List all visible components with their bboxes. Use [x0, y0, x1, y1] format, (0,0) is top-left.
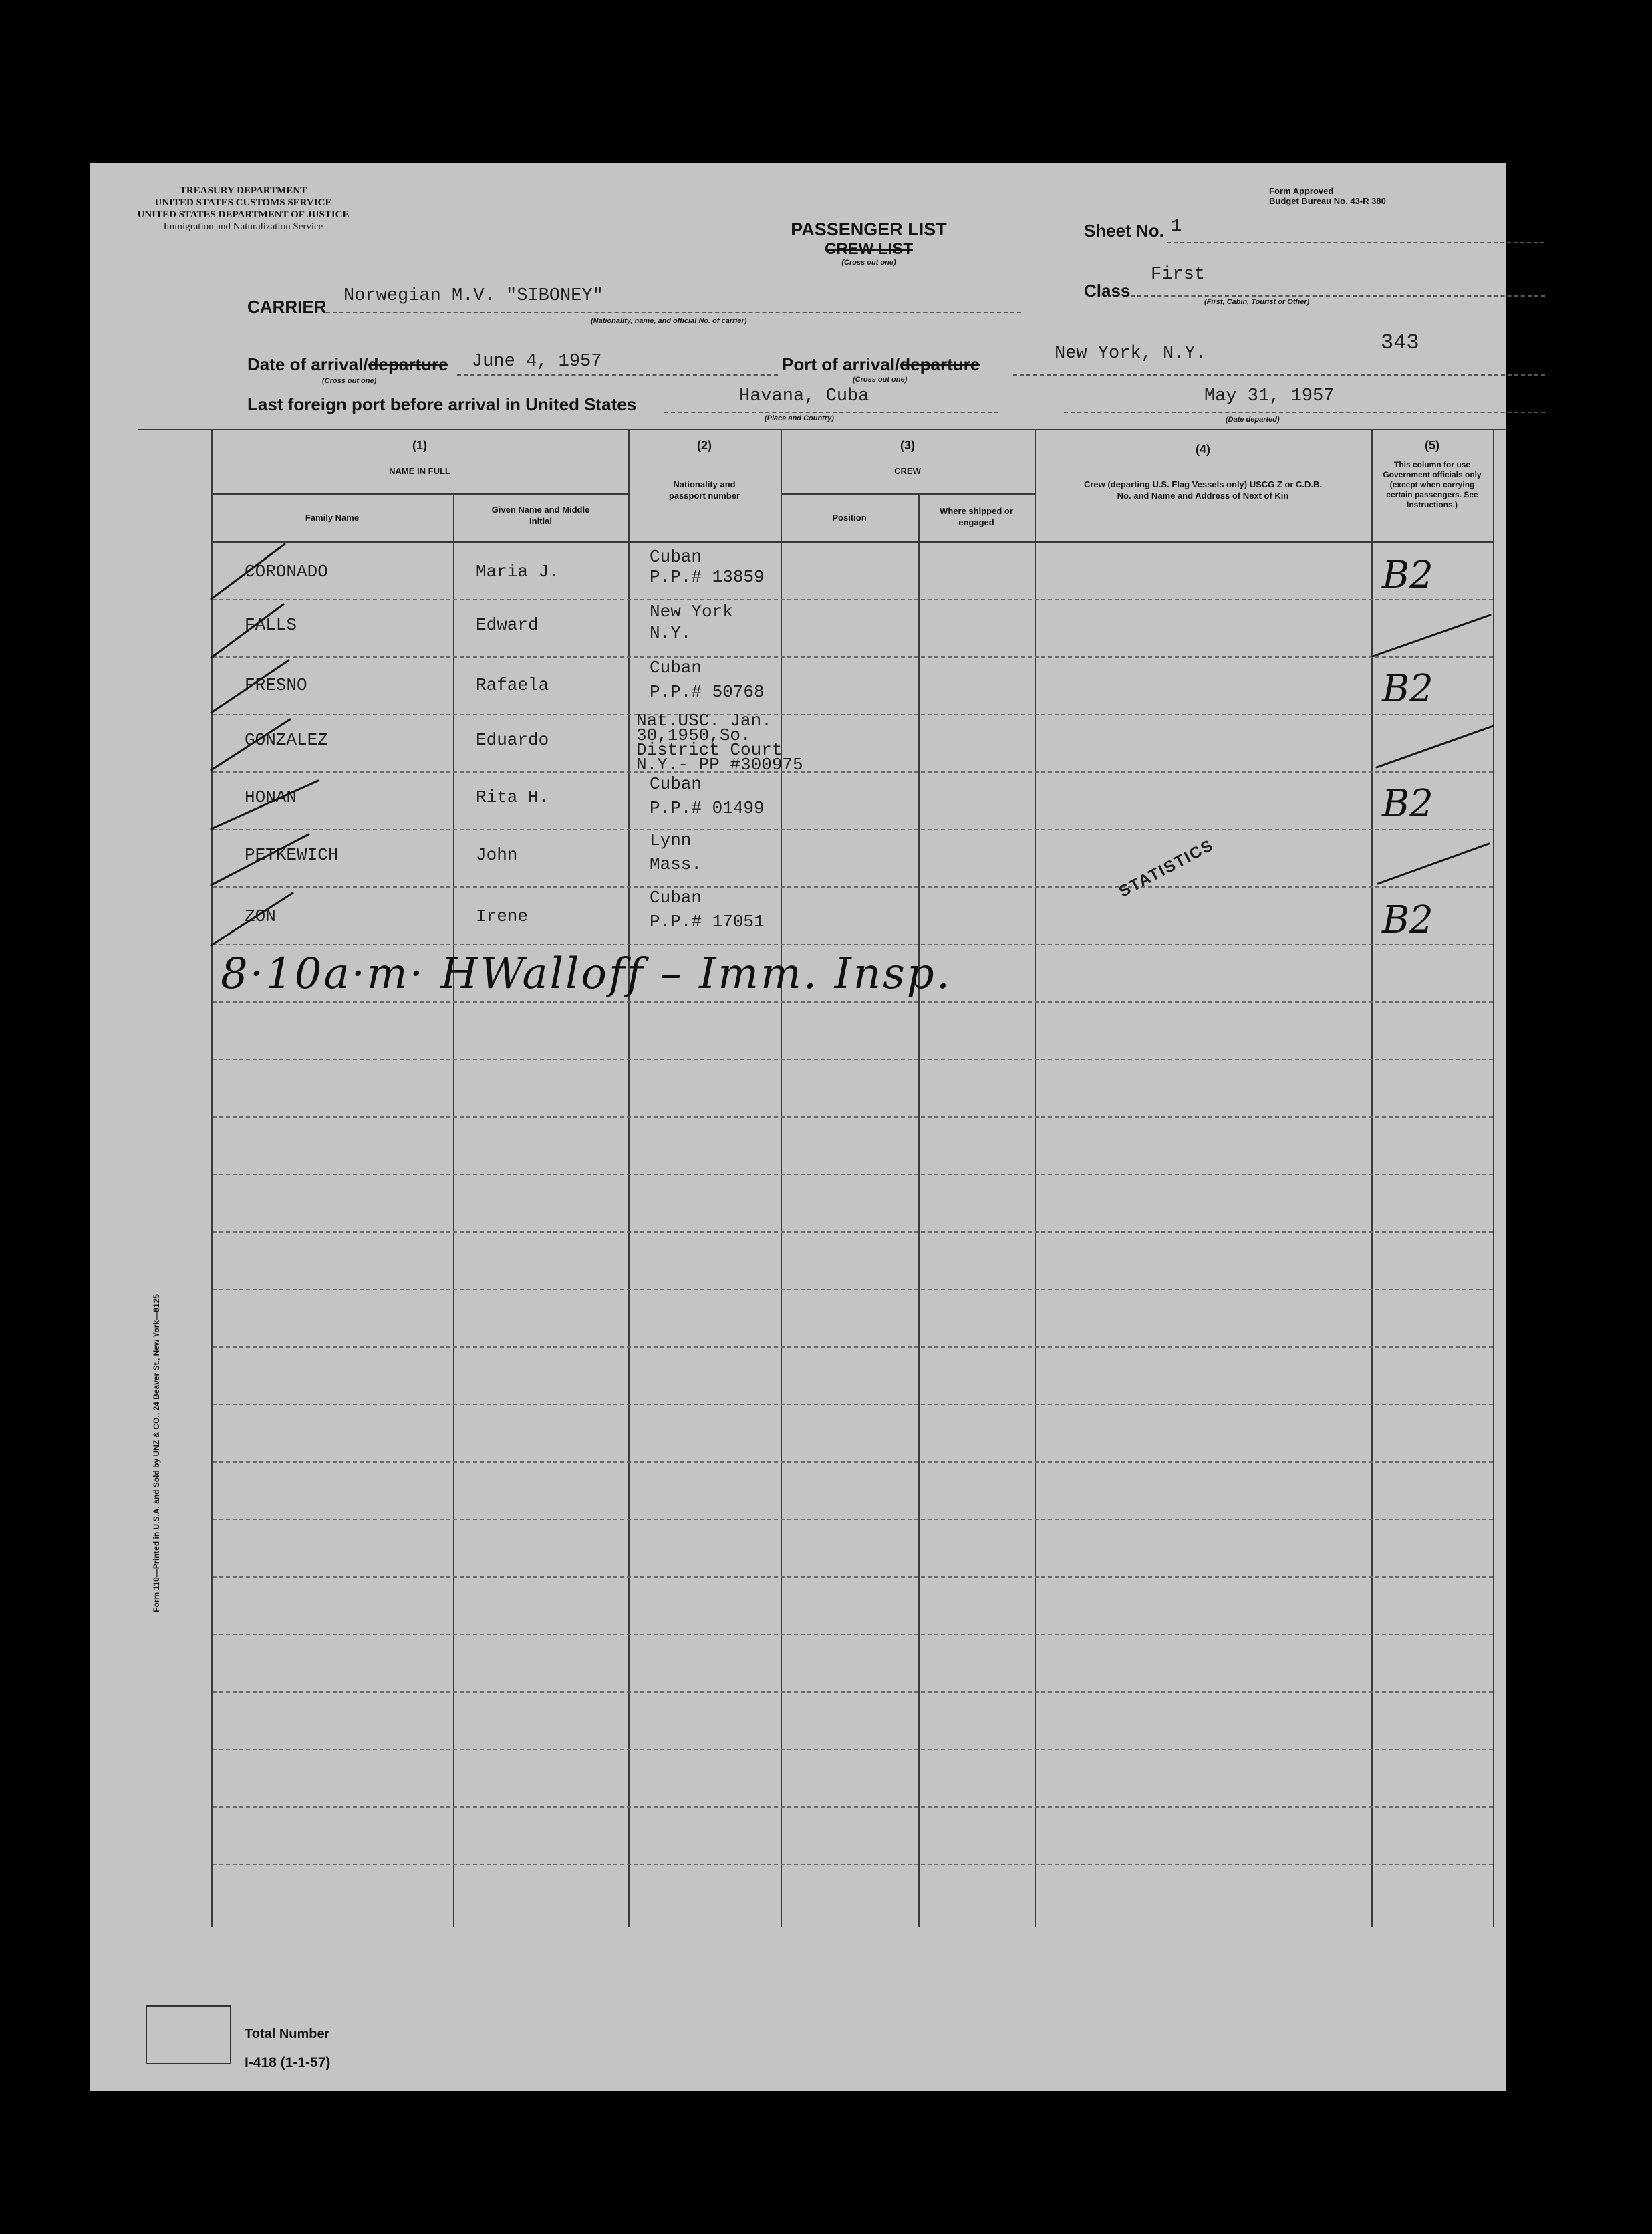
date-departed-note: (Date departed) [1226, 416, 1280, 424]
row5-family-name: HONAN [245, 787, 297, 808]
total-number-box [146, 2005, 231, 2064]
last-port-value: Havana, Cuba [739, 386, 869, 406]
family-name-header: Family Name [305, 513, 360, 523]
form-approved-label: Form Approved [1269, 186, 1334, 196]
row-line [213, 1691, 1493, 1693]
row7-official-mark: B2 [1382, 898, 1433, 942]
passenger-list-form [90, 163, 1506, 2091]
official-use-header: This column for use Government officials only (except when carrying certain passengers. See Instructions.) [1383, 460, 1482, 509]
col1-title: NAME IN FULL [389, 466, 450, 476]
customs-service: UNITED STATES CUSTOMS SERVICE [154, 197, 332, 208]
position-header: Position [832, 513, 867, 523]
row-line [213, 1806, 1493, 1808]
class-note: (First, Cabin, Tourist or Other) [1204, 298, 1310, 306]
port-departure-struck: departure [900, 354, 980, 374]
sheet-no-label: Sheet No. [1084, 221, 1164, 241]
row4-passport: N.Y.- PP #300975 [636, 755, 803, 775]
row3-official-mark: B2 [1382, 667, 1433, 711]
carrier-note: (Nationality, name, and official No. of carrier) [591, 317, 747, 325]
row1-given-name: Maria J. [476, 562, 559, 582]
row4-naturalization-3: District Court [636, 740, 783, 760]
row4-naturalization-1: Nat.USC. Jan. [636, 711, 772, 731]
row7-given-name: Irene [476, 906, 529, 926]
carrier-value: Norwegian M.V. "SIBONEY" [343, 286, 603, 306]
check-mark-row1 [211, 544, 285, 599]
row2-given-name: Edward [476, 615, 539, 635]
where-shipped-header: Where shipped or engaged [940, 506, 1013, 527]
official-dash-row4 [1377, 726, 1493, 767]
col3-number: (3) [900, 439, 915, 452]
budget-bureau-number: Budget Bureau No. 43-R 380 [1269, 196, 1386, 206]
row5-nationality: Cuban [650, 774, 702, 794]
date-label-text: Date of arrival/ [247, 354, 368, 374]
official-dash-row2 [1373, 615, 1490, 656]
row-line [213, 1404, 1493, 1405]
row-line [213, 1576, 1493, 1578]
title-cross-out-note: (Cross out one) [841, 259, 896, 267]
col1-number: (1) [412, 439, 427, 452]
class-value: First [1151, 265, 1206, 285]
row1-family-name: CORONADO [245, 562, 328, 582]
row4-family-name: GONZALEZ [245, 730, 328, 750]
row1-official-mark: B2 [1382, 553, 1433, 597]
row-line [213, 1059, 1493, 1060]
row2-nationality: New York [650, 602, 733, 622]
check-mark-row6 [211, 834, 309, 885]
col5-number: (5) [1425, 439, 1439, 452]
row2-family-name: FALLS [245, 615, 297, 635]
port-label-text: Port of arrival/ [782, 354, 900, 374]
row-line [213, 1116, 1493, 1118]
row-line [213, 1461, 1493, 1463]
crew-list-title-struck: CREW LIST [825, 240, 913, 258]
row1-passport: P.P.# 13859 [650, 567, 765, 587]
row5-given-name: Rita H. [476, 787, 549, 808]
row-line [213, 1634, 1493, 1635]
row3-passport: P.P.# 50768 [650, 682, 765, 702]
passenger-list-title: PASSENGER LIST [791, 219, 947, 239]
col2-number: (2) [697, 439, 712, 452]
immigration-service: Immigration and Naturalization Service [163, 221, 323, 232]
row5-official-mark: B2 [1382, 782, 1433, 826]
row3-nationality: Cuban [650, 658, 702, 678]
row5-passport: P.P.# 01499 [650, 798, 765, 818]
row1-nationality: Cuban [650, 547, 702, 567]
row-line [213, 1864, 1493, 1865]
row2-residence: N.Y. [650, 623, 692, 643]
row7-family-name: ZON [245, 906, 276, 926]
treasury-department: TREASURY DEPARTMENT [179, 185, 307, 196]
statistics-stamp: STATISTICS [1116, 836, 1217, 901]
date-departure-struck: departure [368, 354, 448, 374]
port-note: (Cross out one) [853, 376, 908, 384]
row6-residence-city: Lynn [650, 830, 692, 850]
row7-passport: P.P.# 17051 [650, 912, 765, 932]
carrier-label: CARRIER [247, 297, 327, 317]
row-line [213, 1231, 1493, 1233]
form-number: I-418 (1-1-57) [245, 2055, 331, 2070]
row-line [213, 1519, 1493, 1520]
row-line [213, 1174, 1493, 1175]
port-of-arrival-value: New York, N.Y. [1055, 344, 1206, 364]
justice-department: UNITED STATES DEPARTMENT OF JUSTICE [137, 209, 350, 220]
nationality-header: Nationality and passport number [668, 479, 740, 501]
class-label: Class [1084, 281, 1131, 301]
date-note: (Cross out one) [322, 377, 377, 385]
check-mark-row5 [211, 781, 318, 829]
check-mark-row7 [211, 893, 293, 945]
row-line [213, 1346, 1493, 1348]
row3-given-name: Rafaela [476, 675, 549, 695]
check-mark-row3 [211, 660, 289, 713]
row7-nationality: Cuban [650, 888, 702, 908]
row4-naturalization-2: 30,1950,So. [636, 725, 751, 745]
col4-number: (4) [1196, 443, 1210, 456]
row6-given-name: John [476, 845, 518, 865]
row6-residence-state: Mass. [650, 854, 702, 874]
official-dash-row6 [1378, 844, 1489, 884]
check-mark-row2 [211, 604, 283, 658]
check-mark-row4 [211, 719, 290, 770]
total-number-label: Total Number [245, 2027, 330, 2041]
inspector-signature-note: 8·10a·m· HWalloff – Imm. Insp. [221, 949, 952, 999]
handwritten-strokes [90, 163, 1506, 1032]
crew-header: CREW [894, 466, 921, 476]
date-of-arrival-value: June 4, 1957 [472, 352, 602, 372]
last-port-note: (Place and Country) [765, 414, 834, 422]
crew-next-of-kin-header: Crew (departing U.S. Flag Vessels only) USCG Z or C.D.B. No. and Name and Address of Next of Kin [1083, 479, 1323, 501]
row3-family-name: FRESNO [245, 675, 307, 695]
page-number: 343 [1381, 330, 1419, 355]
given-name-header: Given Name and Middle Initial [491, 505, 590, 526]
row4-given-name: Eduardo [476, 730, 549, 750]
side-imprint: Form 110—Printed in U.S.A. and Sold by UNZ & CO., 24 Beaver St., New York—8125 [152, 1294, 161, 1612]
row6-family-name: PETKEWICH [245, 845, 339, 865]
row-line [213, 1749, 1493, 1750]
row-line [213, 1289, 1493, 1290]
last-port-label: Last foreign port before arrival in United States [247, 394, 637, 414]
sheet-no-value: 1 [1171, 217, 1182, 237]
date-departed-value: May 31, 1957 [1204, 386, 1335, 406]
